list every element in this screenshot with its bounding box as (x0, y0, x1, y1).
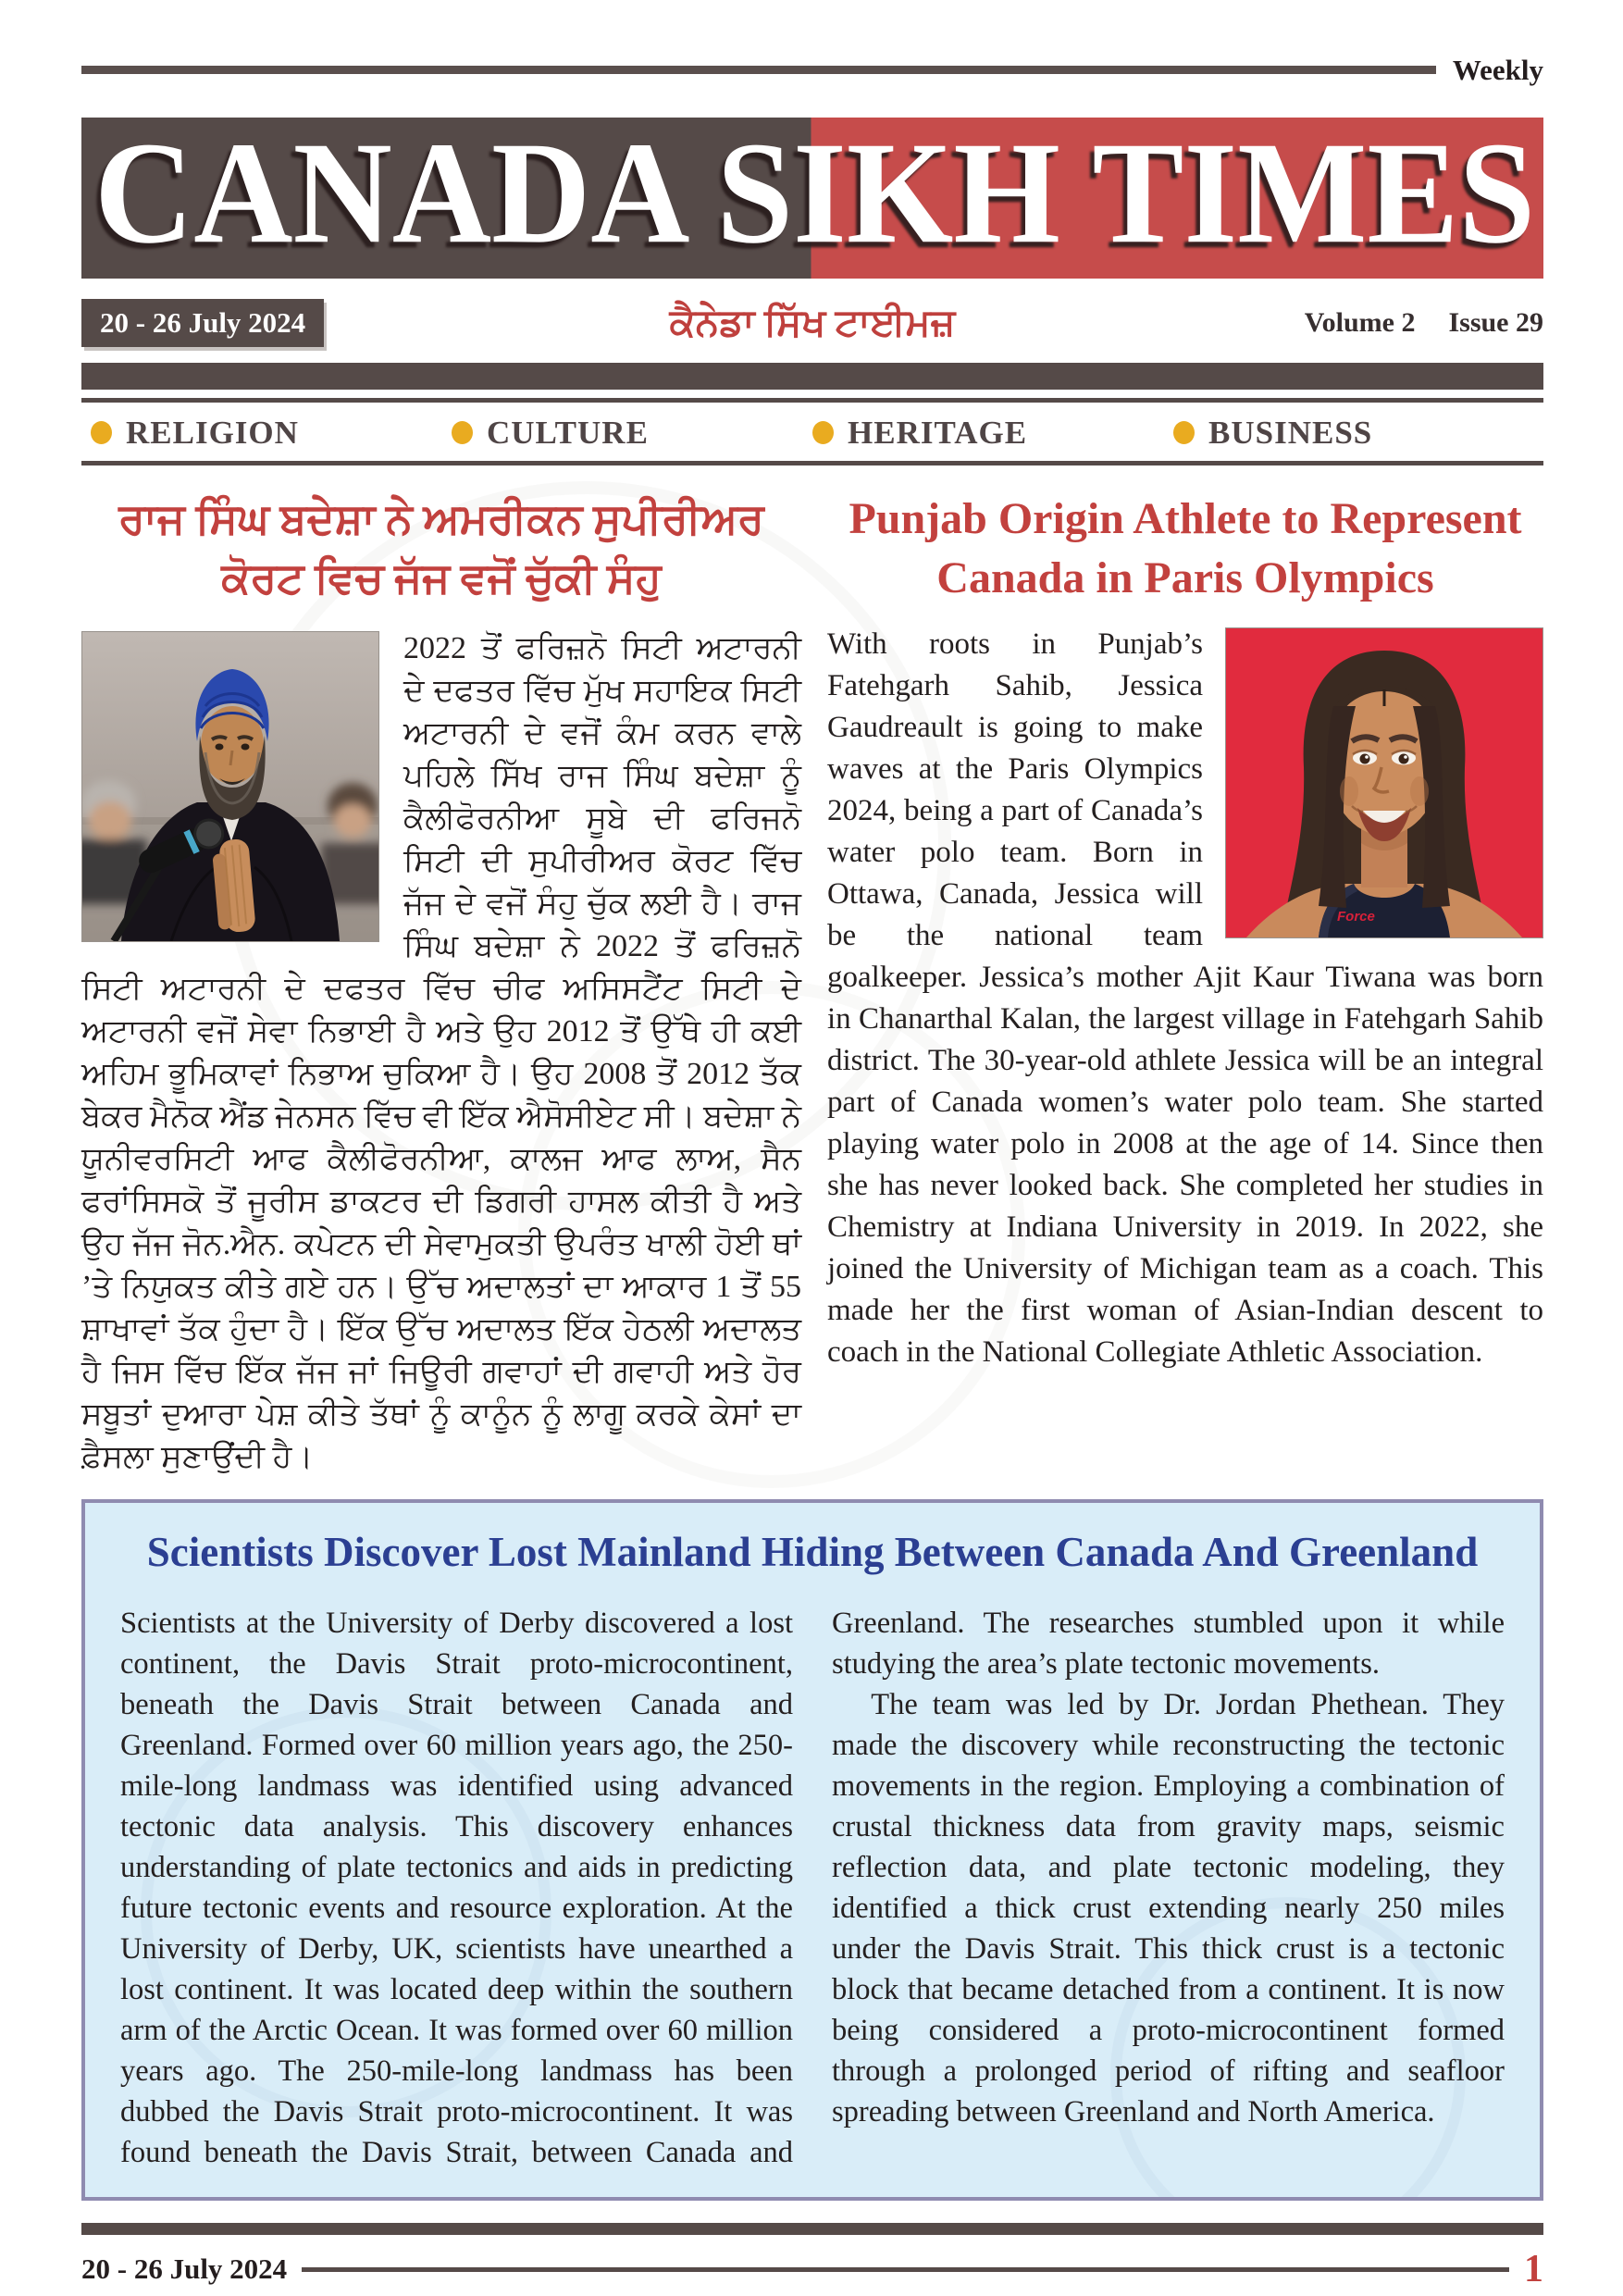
feature-body-columns (120, 1603, 1505, 2173)
page-number: 1 (1524, 2248, 1543, 2291)
swimsuit-logo-text: Force (1337, 908, 1375, 925)
article-athlete-body-wrap (827, 624, 1543, 1373)
date-badge: 20 - 26 July 2024 (81, 299, 324, 346)
nav-bottom-rule (81, 461, 1543, 465)
nav-label: HERITAGE (848, 415, 1028, 451)
weekly-label: Weekly (1452, 54, 1543, 86)
nav-item-business (1173, 416, 1534, 449)
article-athlete-body: With roots in Punjab’s Fatehgarh Sahib, Jessica Gaudreault is going to make waves at the Paris Olympics 2024, being a part of Canada’s water polo team. Born in Ottawa, Canada, Jessica will be the national team goalkeeper. Jessica’s mother Ajit Kaur Tiwana was born in Chanarthal Kalan, the largest village in Fatehgarh Sahib district. The 30-year-old athlete Jessica will be an integral part of Canada women’s water polo team. She started playing water polo in 2008 at the age of 14. Since then she has never looked back. She completed her studies in Chemistry at Indiana University in 2019. In 2022, she joined the University of Michigan team as a coach. This made her the first woman of Asian-Indian descent to coach in the National Collegiate Athletic Association. (827, 627, 1543, 1369)
athlete-photo (1225, 627, 1543, 938)
issue-label: Issue 29 (1448, 307, 1543, 338)
article-athlete (827, 490, 1543, 1373)
nav-item-culture (452, 416, 812, 449)
top-rule-row (81, 0, 1543, 84)
top-rule (81, 66, 1436, 74)
footer-date: 20 - 26 July 2024 (81, 2253, 288, 2286)
masthead (81, 118, 1543, 279)
article-judge-body: 2022 ਤੋਂ ਫਰਿਜ਼ਨੋ ਸਿਟੀ ਅਟਾਰਨੀ ਦੇ ਦਫਤਰ ਵਿੱਚ ਮੁੱਖ ਸਹਾਇਕ ਸਿਟੀ ਅਟਾਰਨੀ ਦੇ ਵਜੋਂ ਕੰਮ ਕਰਨ ਵਾਲੇ ਪਹਿਲੇ ਸਿੱਖ ਰਾਜ ਸਿੰਘ ਬਦੇਸ਼ਾ ਨੂੰ ਕੈਲੀਫੋਰਨੀਆ ਸੂਬੇ ਦੀ ਫਰਿਜਨੋ ਸਿਟੀ ਦੀ ਸੁਪੀਰੀਅਰ ਕੋਰਟ ਵਿੱਚ ਜੱਜ ਦੇ ਵਜੋਂ ਸੰਹੁ ਚੁੱਕ ਲਈ ਹੈ। ਰਾਜ ਸਿੰਘ ਬਦੇਸ਼ਾ ਨੇ 2022 ਤੋਂ ਫਰਿਜ਼ਨੋ ਸਿਟੀ ਅਟਾਰਨੀ ਦੇ ਦਫਤਰ ਵਿੱਚ ਚੀਫ ਅਸਿਸਟੈਂਟ ਸਿਟੀ ਦੇ ਅਟਾਰਨੀ ਵਜੋਂ ਸੇਵਾ ਨਿਭਾਈ ਹੈ ਅਤੇ ਉਹ 2012 ਤੋਂ ਉੱਥੇ ਹੀ ਕਈ ਅਹਿਮ ਭੂਮਿਕਾਵਾਂ ਨਿਭਾਅ ਚੁਕਿਆ ਹੈ। ਉਹ 2008 ਤੋਂ 2012 ਤੱਕ ਬੇਕਰ ਮੈਨੋਕ ਐਂਡ ਜੇਨਸਨ ਵਿੱਚ ਵੀ ਇੱਕ ਐਸੋਸੀਏਟ ਸੀ। ਬਦੇਸ਼ਾ ਨੇ ਯੂਨੀਵਰਸਿਟੀ ਆਫ ਕੈਲੀਫੋਰਨੀਆ, ਕਾਲਜ ਆਫ ਲਾਅ, ਸੈਨ ਫਰਾਂਸਿਸਕੋ ਤੋਂ ਜੂਰੀਸ ਡਾਕਟਰ ਦੀ ਡਿਗਰੀ ਹਾਸਲ ਕੀਤੀ ਹੈ ਅਤੇ ਉਹ ਜੱਜ ਜੋਨ.ਐਨ. ਕਪੇਟਨ ਦੀ ਸੇਵਾਮੁਕਤੀ ਉਪਰੰਤ ਖਾਲੀ ਹੋਈ ਥਾਂ ’ਤੇ ਨਿਯੁਕਤ ਕੀਤੇ ਗਏ ਹਨ। ਉੱਚ ਅਦਾਲਤਾਂ ਦਾ ਆਕਾਰ 1 ਤੋਂ 55 ਸ਼ਾਖਾਵਾਂ ਤੱਕ ਹੁੰਦਾ ਹੈ। ਇੱਕ ਉੱਚ ਅਦਾਲਤ ਇੱਕ ਹੇਠਲੀ ਅਦਾਲਤ ਹੈ ਜਿਸ ਵਿੱਚ ਇੱਕ ਜੱਜ ਜਾਂ ਜਿਊਰੀ ਗਵਾਹਾਂ ਦੀ ਗਵਾਹੀ ਅਤੇ ਹੋਰ ਸਬੂਤਾਂ ਦੁਆਰਾ ਪੇਸ਼ ਕੀਤੇ ਤੱਥਾਂ ਨੂੰ ਕਾਨੂੰਨ ਨੂੰ ਲਾਗੂ ਕਰਕੇ ਕੇਸਾਂ ਦਾ ਫ਼ੈਸਲਾ ਸੁਣਾਉਂਦੀ ਹੈ। (81, 630, 801, 1474)
nav-item-religion (91, 416, 452, 449)
footer-rule (302, 2267, 1509, 2272)
judge-photo-illustration (82, 632, 378, 941)
footer-bar (81, 2223, 1543, 2235)
judge-photo (81, 631, 379, 942)
article-judge (81, 490, 801, 1479)
newspaper-title: CANADA SIKH TIMES (94, 118, 1536, 275)
nav-label: CULTURE (487, 415, 649, 451)
section-nav (81, 403, 1543, 461)
volume-label: Volume 2 (1304, 307, 1416, 338)
bullet-icon (452, 421, 473, 444)
feature-paragraph-2: The team was led by Dr. Jordan Phethean. They made the discovery while reconstructing the tectonic movements in the region. Employing a combination of crustal thickness data from gravity maps, seismic reflection data, and plate tectonic modeling, they identified a thick crust extending nearly 250 miles under the Davis Strait. This thick crust is a tectonic block that became detached from a continent. It is now being considered a proto-microcontinent formed through a prolonged period of rifting and seafloor spreading between Greenland and North America. (832, 1688, 1505, 2129)
feature-paragraph-1: Scientists at the University of Derby discovered a lost continent, the Davis Strait proto-microcontinent, beneath the Davis Strait between Canada and Greenland. Formed over 60 million years ago, the 250-mile-long landmass was identified using advanced tectonic data analysis. This discovery enhances understanding of plate tectonics and aids in predicting future tectonic events and resource exploration. At the University of Derby, UK, scientists have unearthed a lost continent. It was located deep within the southern arm of the Arctic Ocean. It was formed over 60 million years ago. The 250-mile-long landmass has been dubbed the Davis Strait proto-microcontinent. It was found beneath the Davis Strait, between Canada and Greenland. The researches stumbled upon it while studying the area’s plate tectonic movements. (120, 1607, 1505, 2170)
nav-label: RELIGION (126, 415, 299, 451)
article-judge-headline: ਰਾਜ ਸਿੰਘ ਬਦੇਸ਼ਾ ਨੇ ਅਮਰੀਕਨ ਸੁਪੀਰੀਅਰ ਕੋਰਟ ਵਿਚ ਜੱਜ ਵਜੋਂ ਚੁੱਕੀ ਸੰਹੁ (118, 495, 764, 602)
nav-solid-bar (81, 363, 1543, 390)
nav-label: BUSINESS (1208, 415, 1373, 451)
athlete-photo-illustration (1226, 628, 1542, 937)
punjabi-newspaper-title: ਕੈਨੇਡਾ ਸਿੱਖ ਟਾਈਮਜ਼ (669, 301, 956, 344)
feature-headline: Scientists Discover Lost Mainland Hiding Between Canada And Greenland (146, 1528, 1479, 1575)
articles-row (81, 490, 1543, 1479)
bullet-icon (91, 421, 112, 444)
article-judge-body-wrap (81, 627, 801, 1479)
feature-box (81, 1499, 1543, 2202)
nav-item-heritage (812, 416, 1173, 449)
bullet-icon (812, 421, 834, 444)
article-athlete-headline: Punjab Origin Athlete to Represent Canada in Paris Olympics (849, 494, 1522, 603)
footer (81, 2250, 1543, 2289)
issue-info-row (81, 298, 1543, 348)
bullet-icon (1173, 421, 1195, 444)
volume-issue (1305, 307, 1543, 339)
